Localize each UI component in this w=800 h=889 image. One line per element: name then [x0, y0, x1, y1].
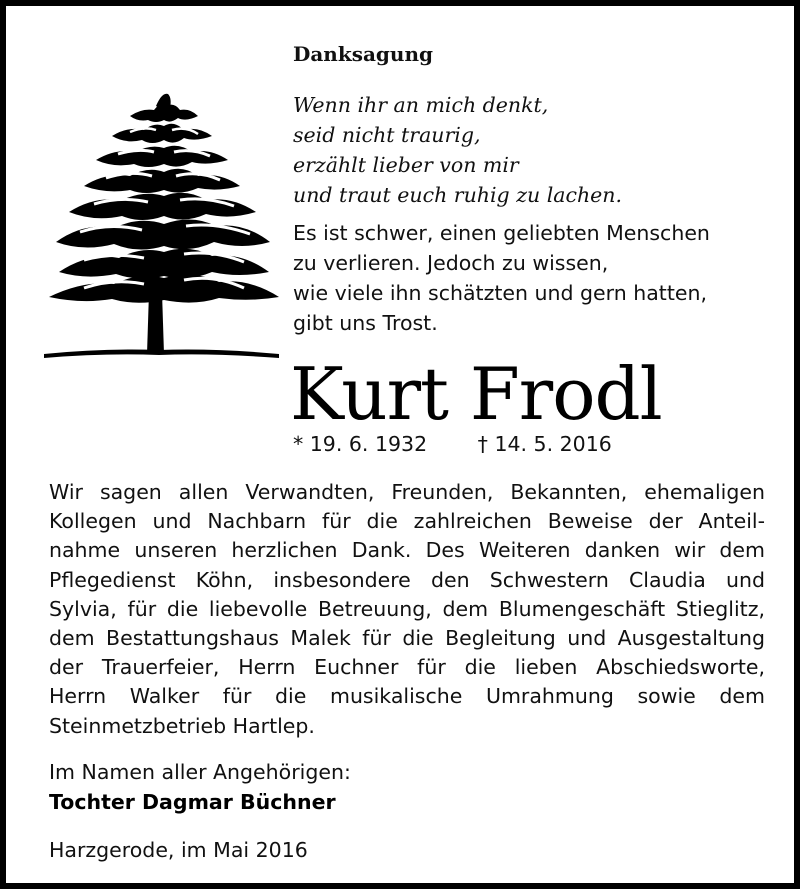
thanks-line: Herrn Walker für die musikalische Umrahmung sowie dem — [49, 684, 765, 709]
poem — [293, 90, 622, 210]
intro-line: gibt uns Trost. — [293, 311, 438, 335]
thanks-line: Wir sagen allen Verwandten, Freunden, Bekannten, ehemaligen — [49, 480, 765, 504]
life-dates — [293, 432, 612, 456]
poem-line: Wenn ihr an mich denkt, — [293, 93, 549, 117]
thanks-line: Sylvia, für die liebevolle Betreuung, dem Blumengeschäft Stieglitz, — [49, 596, 765, 621]
thanks-line: Steinmetzbetrieb Hartlep. — [49, 713, 315, 738]
thanks-line: der Trauerfeier, Herrn Euchner für die lieben Abschiedsworte, — [49, 655, 765, 680]
poem-line: erzählt lieber von mir — [293, 153, 519, 177]
thanks-line: Pflegedienst Köhn, insbesondere den Schwestern Claudia und — [49, 567, 765, 592]
thanks-line: nahme unseren herzlichen Dank. Des Weiteren danken wir dem — [49, 538, 765, 563]
thanks-text — [49, 478, 765, 741]
thanks-line: Kollegen und Nachbarn für die zahlreichen Beweise der Anteil- — [49, 509, 765, 534]
conifer-tree-icon — [44, 92, 284, 382]
deceased-name: Kurt Frodl — [290, 352, 662, 436]
poem-line: seid nicht traurig, — [293, 123, 481, 147]
poem-line: und traut euch ruhig zu lachen. — [293, 183, 623, 207]
signature-name: Tochter Dagmar Büchner — [49, 790, 336, 814]
intro-text — [293, 218, 710, 338]
death-date: † 14. 5. 2016 — [477, 432, 612, 456]
signature-intro: Im Namen aller Angehörigen: — [49, 760, 351, 784]
intro-line: Es ist schwer, einen geliebten Menschen — [293, 221, 710, 245]
thanks-line: dem Bestattungshaus Malek für die Begleitung und Ausgestaltung — [49, 626, 765, 651]
intro-line: wie viele ihn schätzten und gern hatten, — [293, 281, 707, 305]
place-date: Harzgerode, im Mai 2016 — [49, 838, 308, 862]
intro-line: zu verlieren. Jedoch zu wissen, — [293, 251, 609, 275]
heading: Danksagung — [293, 42, 433, 66]
birth-date: * 19. 6. 1932 — [293, 432, 428, 456]
